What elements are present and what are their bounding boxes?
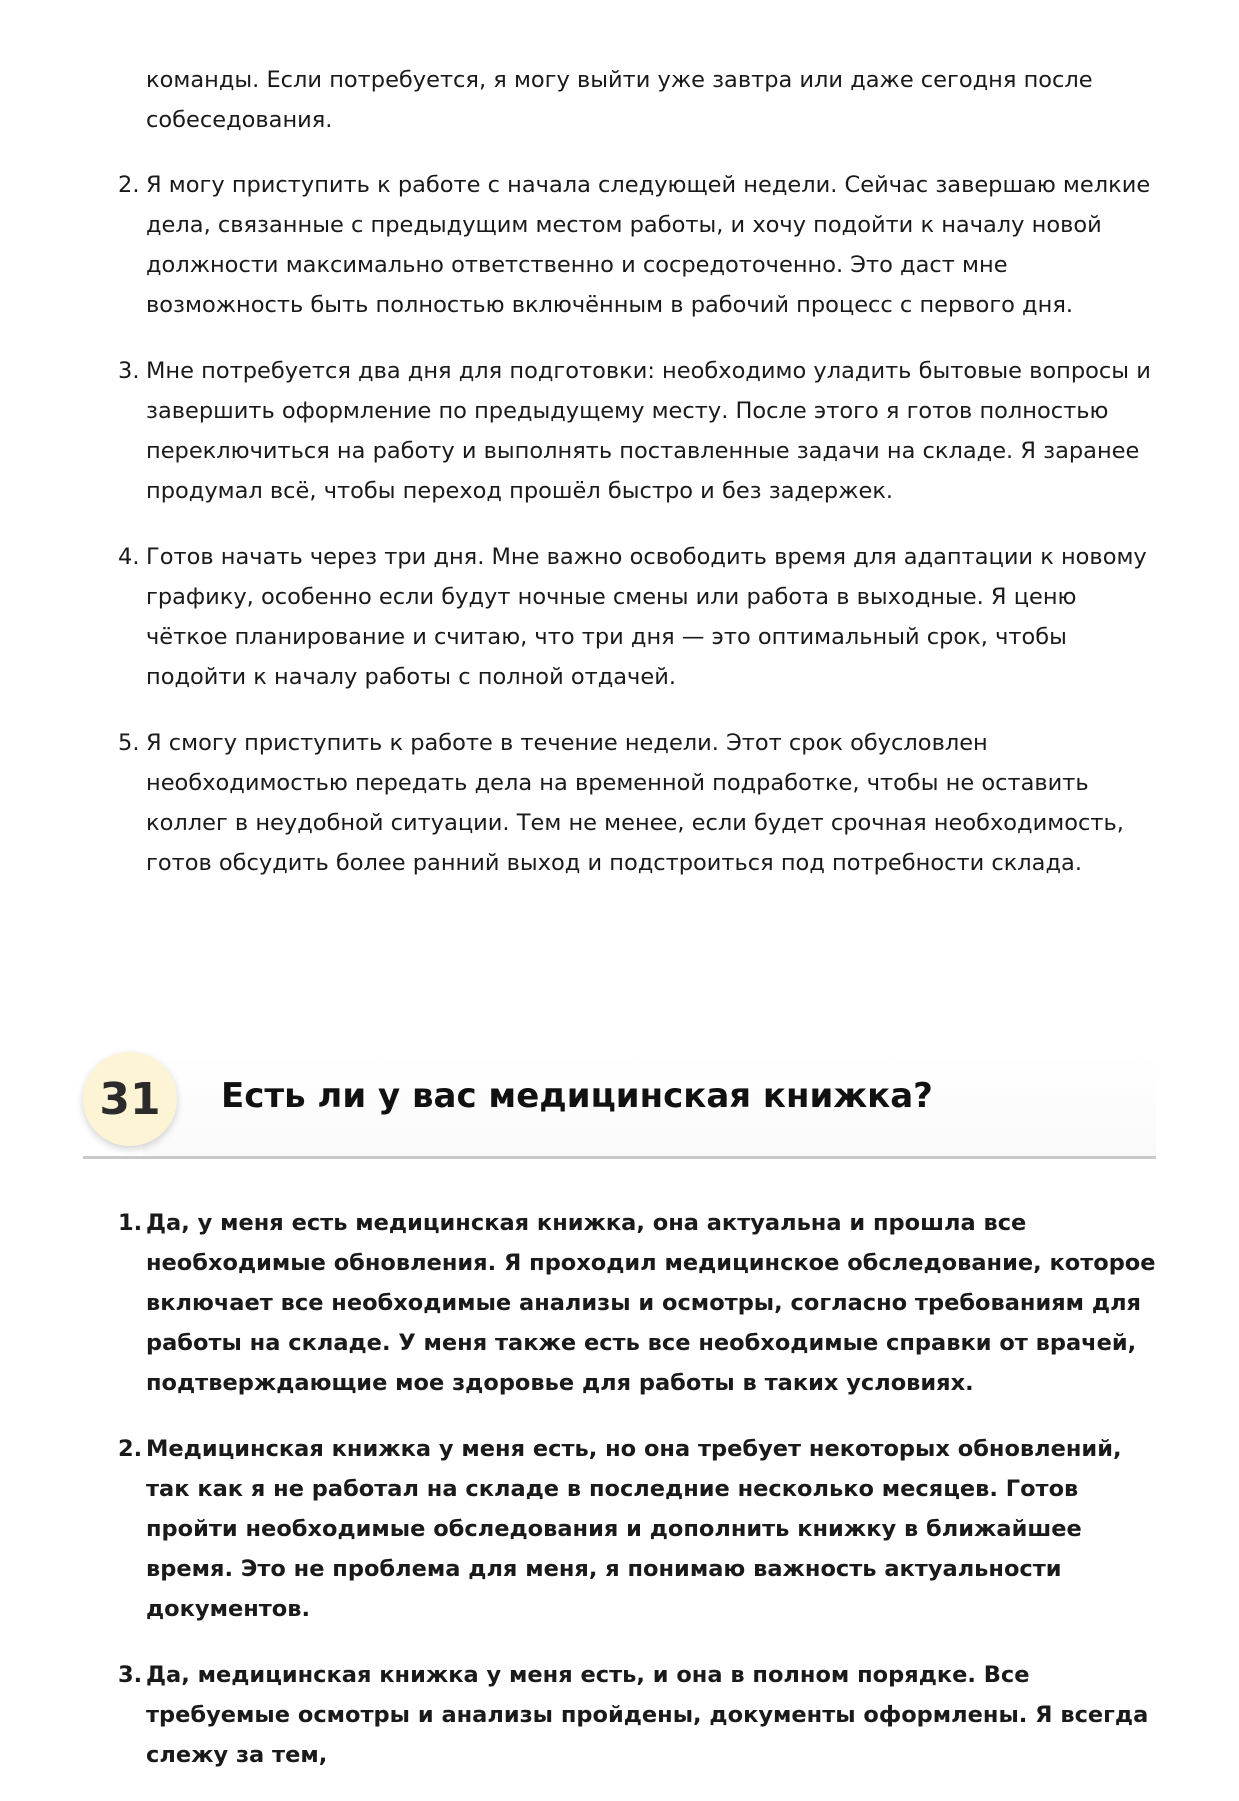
list-item <box>0 1655 1239 1775</box>
section-header <box>83 1052 1156 1162</box>
section-answers-list <box>0 1203 1239 1801</box>
list-item-text: Да, у меня есть медицинская книжка, она актуальна и прошла все необходимые обновления. Я проходил медицинское обследование, которое включает все необходимые анализы и осмотры, согласно требованиям для работы на складе. У меня также есть все необходимые справки от врачей, подтверждающие мое здоровье для работы в таких условиях. <box>146 1210 1156 1396</box>
list-item-number: 1. <box>118 1210 143 1236</box>
list-item-number: 3. <box>118 358 140 384</box>
list-item-text: Я смогу приступить к работе в течение недели. Этот срок обусловлен необходимостью передать дела на временной подработке, чтобы не оставить коллег в неудобной ситуации. Тем не менее, если будет срочная необходимость, готов обсудить более ранний выход и подстроиться под потребности склада. <box>146 730 1124 876</box>
list-item-text: Я могу приступить к работе с начала следующей недели. Сейчас завершаю мелкие дела, связанные с предыдущим местом работы, и хочу подойти к началу новой должности максимально ответственно и сосредоточенно. Это даст мне возможность быть полностью включённым в рабочий процесс с первого дня. <box>146 172 1151 318</box>
list-item-text: Медицинская книжка у меня есть, но она требует некоторых обновлений, так как я не работал на складе в последние несколько месяцев. Готов пройти необходимые обследования и дополнить книжку в ближайшее время. Это не проблема для меня, я понимаю важность актуальности документов. <box>146 1436 1122 1622</box>
list-item-text: Готов начать через три дня. Мне важно освободить время для адаптации к новому графику, особенно если будут ночные смены или работа в выходные. Я ценю чёткое планирование и считаю, что три дня — это оптимальный срок, чтобы подойти к началу работы с полной отдачей. <box>146 544 1147 690</box>
section-title: Есть ли у вас медицинская книжка? <box>221 1076 933 1116</box>
list-item <box>0 537 1239 697</box>
list-item-number: 5. <box>118 730 140 756</box>
list-item-number: 3. <box>118 1662 143 1688</box>
section-number-badge: 31 <box>83 1052 177 1146</box>
previous-answers-list <box>0 165 1239 909</box>
list-item-text: Мне потребуется два дня для подготовки: необходимо уладить бытовые вопросы и завершить оформление по предыдущему месту. После этого я готов полностью переключиться на работу и выполнять поставленные задачи на складе. Я заранее продумал всё, чтобы переход прошёл быстро и без задержек. <box>146 358 1151 504</box>
list-item-number: 2. <box>118 1436 143 1462</box>
list-item <box>0 1429 1239 1629</box>
list-item <box>0 1203 1239 1403</box>
list-item-number: 4. <box>118 544 140 570</box>
list-item <box>0 351 1239 511</box>
list-item <box>0 165 1239 325</box>
section-divider <box>83 1156 1156 1159</box>
list-item-number: 2. <box>118 172 140 198</box>
list-item-text: Да, медицинская книжка у меня есть, и она в полном порядке. Все требуемые осмотры и анализы пройдены, документы оформлены. Я всегда слежу за тем, <box>146 1662 1149 1768</box>
list-item <box>0 723 1239 883</box>
continuation-paragraph: команды. Если потребуется, я могу выйти уже завтра или даже сегодня после собеседования. <box>146 67 1093 133</box>
